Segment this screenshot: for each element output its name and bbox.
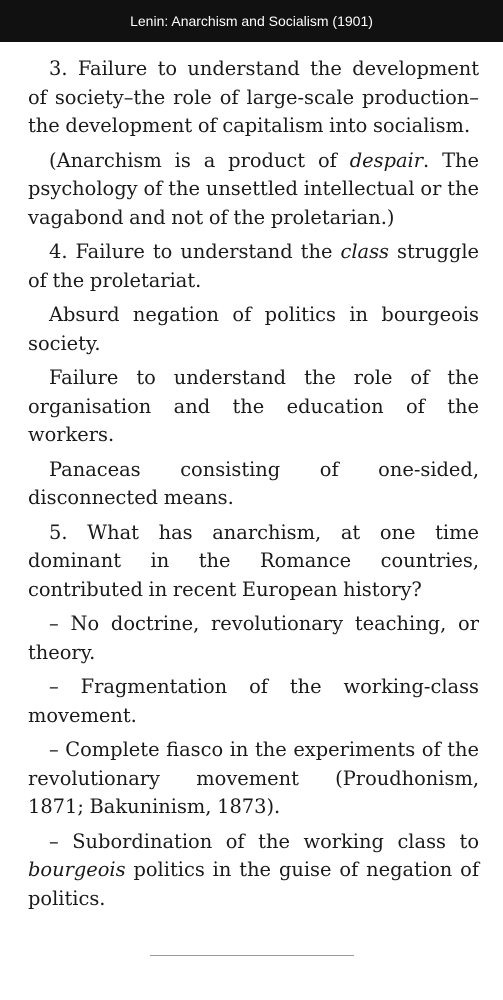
paragraph-no-doctrine: – No doctrine, revolutionary teaching, or theory. (28, 612, 479, 664)
paragraph-anarchism-despair: (Anarchism is a product of despair. The psychology of the unsettled intellectual or the vagabond and not of the proletarian.) (28, 148, 479, 229)
paragraph-fiasco: – Complete fiasco in the experiments of the revolutionary movement (Proudhonism, 1871; Bakuninism, 1873). (28, 738, 479, 818)
header-bar (0, 0, 503, 42)
paragraph-negation-politics: Absurd negation of politics in bourgeois society. (28, 303, 479, 355)
paragraph-organisation: Failure to understand the role of the organisation and the education of the workers. (28, 366, 479, 446)
paragraph-fragmentation: – Fragmentation of the working-class movement. (28, 675, 479, 727)
footnote-divider (150, 955, 354, 956)
page-title: Lenin: Anarchism and Socialism (1901) (130, 13, 373, 29)
paragraph-panaceas: Panaceas consisting of one-sided, disconnected means. (28, 457, 479, 509)
paragraph-subordination: – Subordination of the working class to bourgeois politics in the guise of negation of politics. (28, 829, 479, 910)
paragraph-point-5: 5. What has anarchism, at one time dominant in the Romance countries, contributed in recent European history? (28, 520, 479, 601)
paragraph-point-4: 4. Failure to understand the class struggle of the proletariat. (28, 240, 479, 292)
document-body (28, 55, 479, 919)
paragraph-point-3: 3. Failure to understand the development of society–the role of large-scale production–the development of capitalism into socialism. (28, 57, 479, 137)
